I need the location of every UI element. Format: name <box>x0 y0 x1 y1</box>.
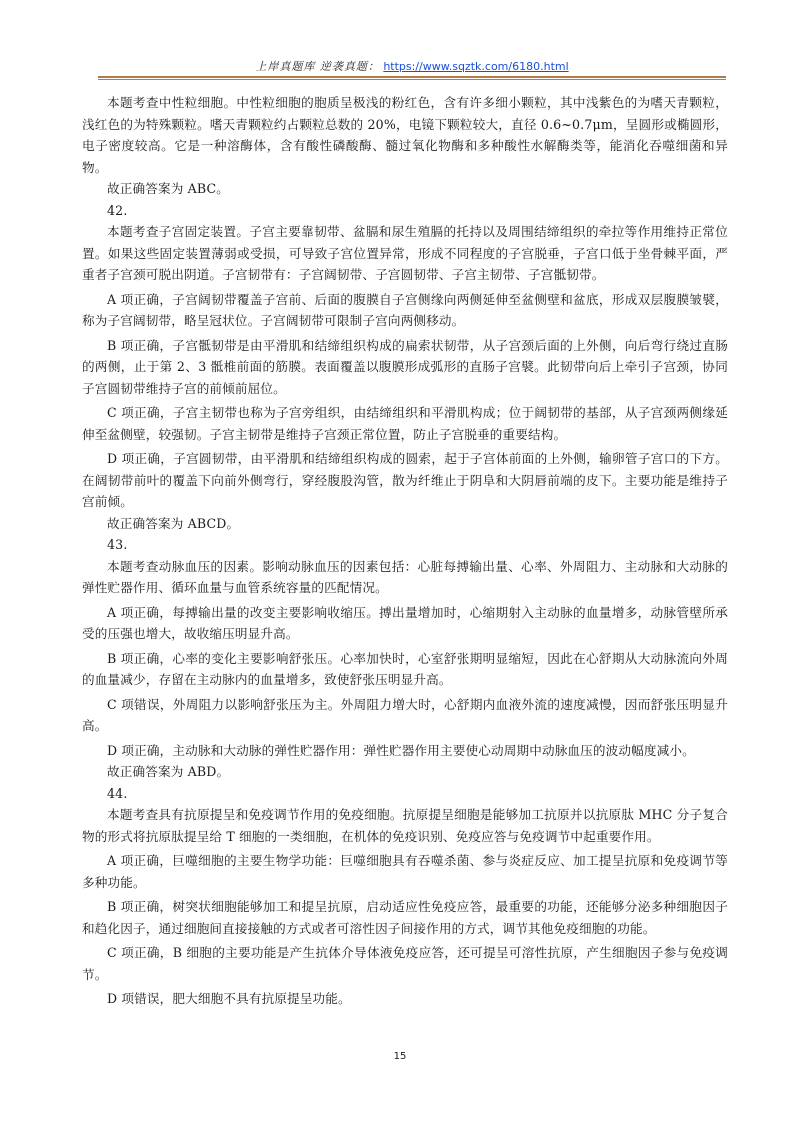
paragraph: 故正确答案为 ABD。 <box>107 764 230 779</box>
paragraph: C 项正确，B 细胞的主要功能是产生抗体介导体液免疫应答，还可提呈可溶性抗原，产生细胞因子参与免疫调节。 <box>82 945 728 982</box>
paragraph: 本题考查动脉血压的因素。影响动脉血压的因素包括：心脏每搏输出量、心率、外周阻力、主动脉和大动脉的弹性贮器作用、循环血量与血管系统容量的匹配情况。 <box>82 558 728 595</box>
paragraph: 本题考查中性粒细胞。中性粒细胞的胞质呈极浅的粉红色，含有许多细小颗粒，其中浅紫色的为嗜天青颗粒，浅红色的为特殊颗粒。嗜天青颗粒约占颗粒总数的 20%，电镜下颗粒较大，直径 0.6~0.7μm，呈圆形或椭圆形，电子密度较高。它是一种溶酶体，含有酸性磷酸酶、髓过氧化物酶和多种酸性水解酶类等，能消化吞噬细菌和异物。 <box>82 95 728 175</box>
header-rule <box>98 76 726 80</box>
paragraph: B 项正确，树突状细胞能够加工和提呈抗原，启动适应性免疫应答，最重要的功能，还能够分泌多种细胞因子和趋化因子，通过细胞间直接接触的方式或者可溶性因子间接作用的方式，调节其他免疫细胞的功能。 <box>82 899 728 936</box>
paragraph: C 项错误，外周阻力以影响舒张压为主。外周阻力增大时，心舒期内血液外流的速度减慢，因而舒张压明显升高。 <box>82 696 728 733</box>
paragraph: B 项正确，心率的变化主要影响舒张压。心率加快时，心室舒张期明显缩短，因此在心舒期从大动脉流向外周的血量减少，存留在主动脉内的血量增多，致使舒张压明显升高。 <box>82 650 728 687</box>
question-number: 42. <box>107 202 128 218</box>
paragraph: 故正确答案为 ABCD。 <box>107 515 240 531</box>
paragraph: D 项错误，肥大细胞不具有抗原提呈功能。 <box>107 991 351 1006</box>
paragraph: A 项正确，子宫阔韧带覆盖子宫前、后面的腹膜自子宫侧缘向两侧延伸至盆侧壁和盆底，形成双层腹膜皱襞，称为子宫阔韧带，略呈冠状位。子宫阔韧带可限制子宫向两侧移动。 <box>82 291 728 328</box>
header-label: 上岸真题库 逆袭真题： <box>255 60 380 73</box>
paragraph: 故正确答案为 ABC。 <box>107 181 230 196</box>
paragraph: B 项正确，子宫骶韧带是由平滑肌和结缔组织构成的扁索状韧带，从子宫颈后面的上外侧，向后弯行绕过直肠的两侧，止于第 2、3 骶椎前面的筋膜。表面覆盖以腹膜形成弧形的直肠子宫襞。此韧带向后上牵引子宫颈，协同子宫圆韧带维持子宫的前倾前屈位。 <box>82 337 728 396</box>
question-number: 44. <box>107 785 128 801</box>
paragraph: D 项正确，主动脉和大动脉的弹性贮器作用：弹性贮器作用主要使心动周期中动脉血压的波动幅度减小。 <box>107 742 695 758</box>
paragraph: 本题考查子宫固定装置。子宫主要靠韧带、盆膈和尿生殖膈的托持以及周围结缔组织的牵拉等作用维持正常位置。如果这些固定装置薄弱或受损，可导致子宫位置异常，形成不同程度的子宫脱垂，子宫口低于坐骨棘平面，严重者子宫颈可脱出阴道。子宫韧带有：子宫阔韧带、子宫圆韧带、子宫主韧带、子宫骶韧带。 <box>82 224 728 282</box>
paragraph: D 项正确，子宫圆韧带，由平滑肌和结缔组织构成的圆索，起于子宫体前面的上外侧，输卵管子宫口的下方。在阔韧带前叶的覆盖下向前外侧弯行，穿经腹股沟管，散为纤维止于阴阜和大阴唇前端的皮下。主要功能是维持子宫前倾。 <box>82 451 728 509</box>
paragraph: A 项正确，每搏输出量的改变主要影响收缩压。搏出量增加时，心缩期射入主动脉的血量增多，动脉管壁所承受的压强也增大，故收缩压明显升高。 <box>82 604 728 641</box>
paragraph: C 项正确，子宫主韧带也称为子宫旁组织，由结缔组织和平滑肌构成；位于阔韧带的基部，从子宫颈两侧缘延伸至盆侧壁，较强韧。子宫主韧带是维持子宫颈正常位置，防止子宫脱垂的重要结构。 <box>82 405 728 442</box>
paragraph: A 项正确，巨噬细胞的主要生物学功能：巨噬细胞具有吞噬杀菌、参与炎症反应、加工提呈抗原和免疫调节等多种功能。 <box>82 853 728 890</box>
question-number: 43. <box>107 537 128 552</box>
page-number: 15 <box>393 1051 407 1062</box>
paragraph: 本题考查具有抗原提呈和免疫调节作用的免疫细胞。抗原提呈细胞是能够加工抗原并以抗原肽 MHC 分子复合物的形式将抗原肽提呈给 T 细胞的一类细胞，在机体的免疫识别、免疫应答与免疫调节中起重要作用。 <box>82 807 728 844</box>
header-link[interactable]: https://www.sqztk.com/6180.html <box>383 60 569 73</box>
document-body <box>82 92 728 1010</box>
